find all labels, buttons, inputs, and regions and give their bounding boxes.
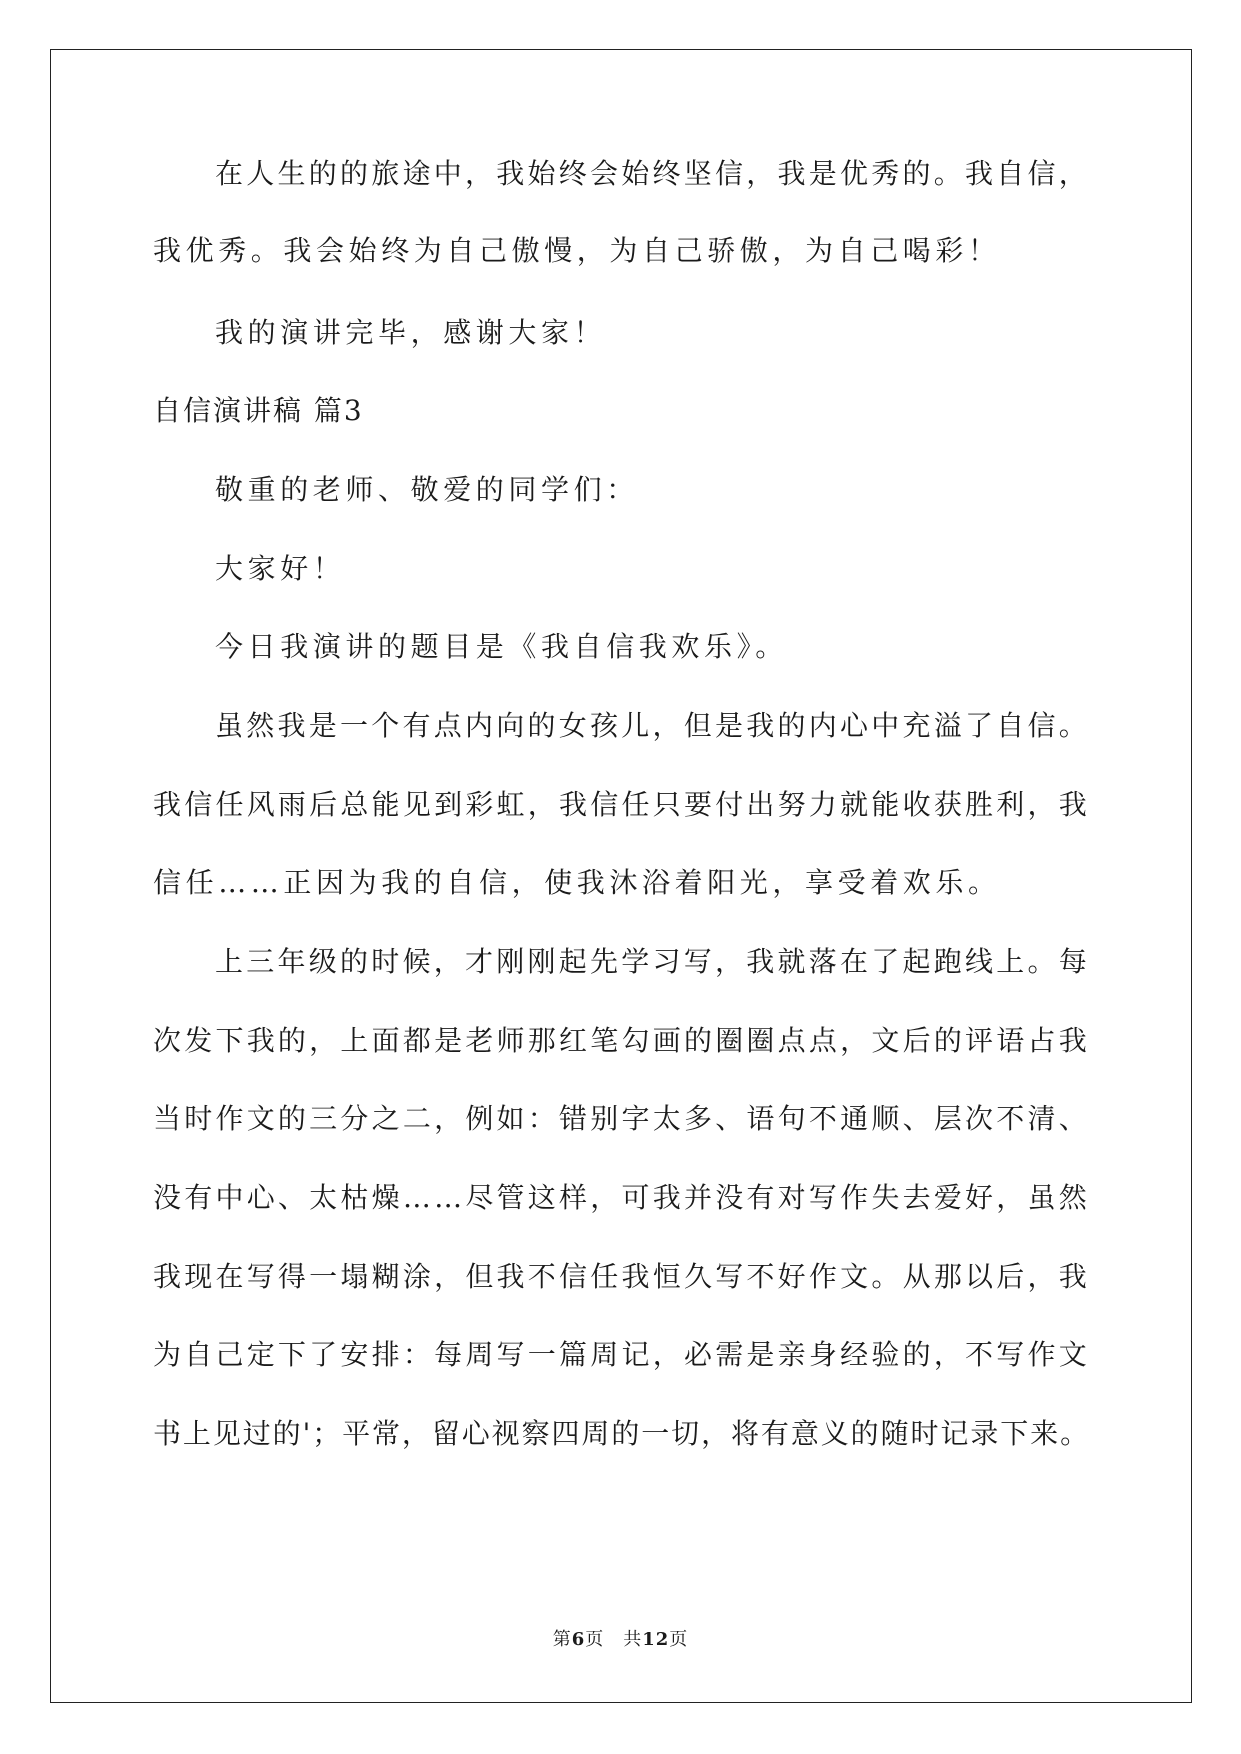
salutation-line: 敬重的老师、敬爱的同学们： [215,473,639,506]
paragraph-line: 我现在写得一塌糊涂，但我不信任我恒久写不好作文。从那以后，我 [153,1260,1090,1293]
paragraph-line: 书上见过的'；平常，留心视察四周的一切，将有意义的随时记录下来。 [153,1417,1090,1450]
paragraph-line: 信任……正因为我的自信，使我沐浴着阳光，享受着欢乐。 [153,866,1001,899]
section-heading: 自信演讲稿 篇3 [153,394,364,427]
footer-middle: 页 共 [585,1629,643,1650]
footer-suffix: 页 [669,1629,689,1650]
paragraph-line: 当时作文的三分之二，例如：错别字太多、语句不通顺、层次不清、 [153,1102,1090,1135]
greeting-line: 大家好！ [215,552,346,585]
paragraph-line: 今日我演讲的题目是《我自信我欢乐》。 [215,630,788,663]
paragraph-line: 为自己定下了安排：每周写一篇周记，必需是亲身经验的，不写作文 [153,1338,1090,1371]
paragraph-line: 上三年级的时候，才刚刚起先学习写，我就落在了起跑线上。每 [215,945,1090,978]
paragraph-line: 我优秀。我会始终为自己傲慢，为自己骄傲，为自己喝彩！ [153,234,1001,267]
total-pages-number: 12 [642,1629,670,1650]
footer-prefix: 第 [552,1629,572,1650]
current-page-number: 6 [571,1629,586,1650]
paragraph-line: 在人生的的旅途中，我始终会始终坚信，我是优秀的。我自信， [215,157,1090,190]
paragraph-line: 没有中心、太枯燥……尽管这样，可我并没有对写作失去爱好，虽然 [153,1181,1090,1214]
paragraph-line: 我信任风雨后总能见到彩虹，我信任只要付出努力就能收获胜利，我 [153,788,1090,821]
paragraph-line: 次发下我的，上面都是老师那红笔勾画的圈圈点点，文后的评语占我 [153,1024,1090,1057]
page-footer [0,1628,1241,1652]
paragraph-line: 虽然我是一个有点内向的女孩儿，但是我的内心中充溢了自信。 [215,709,1090,742]
paragraph-line: 我的演讲完毕，感谢大家！ [215,316,607,349]
